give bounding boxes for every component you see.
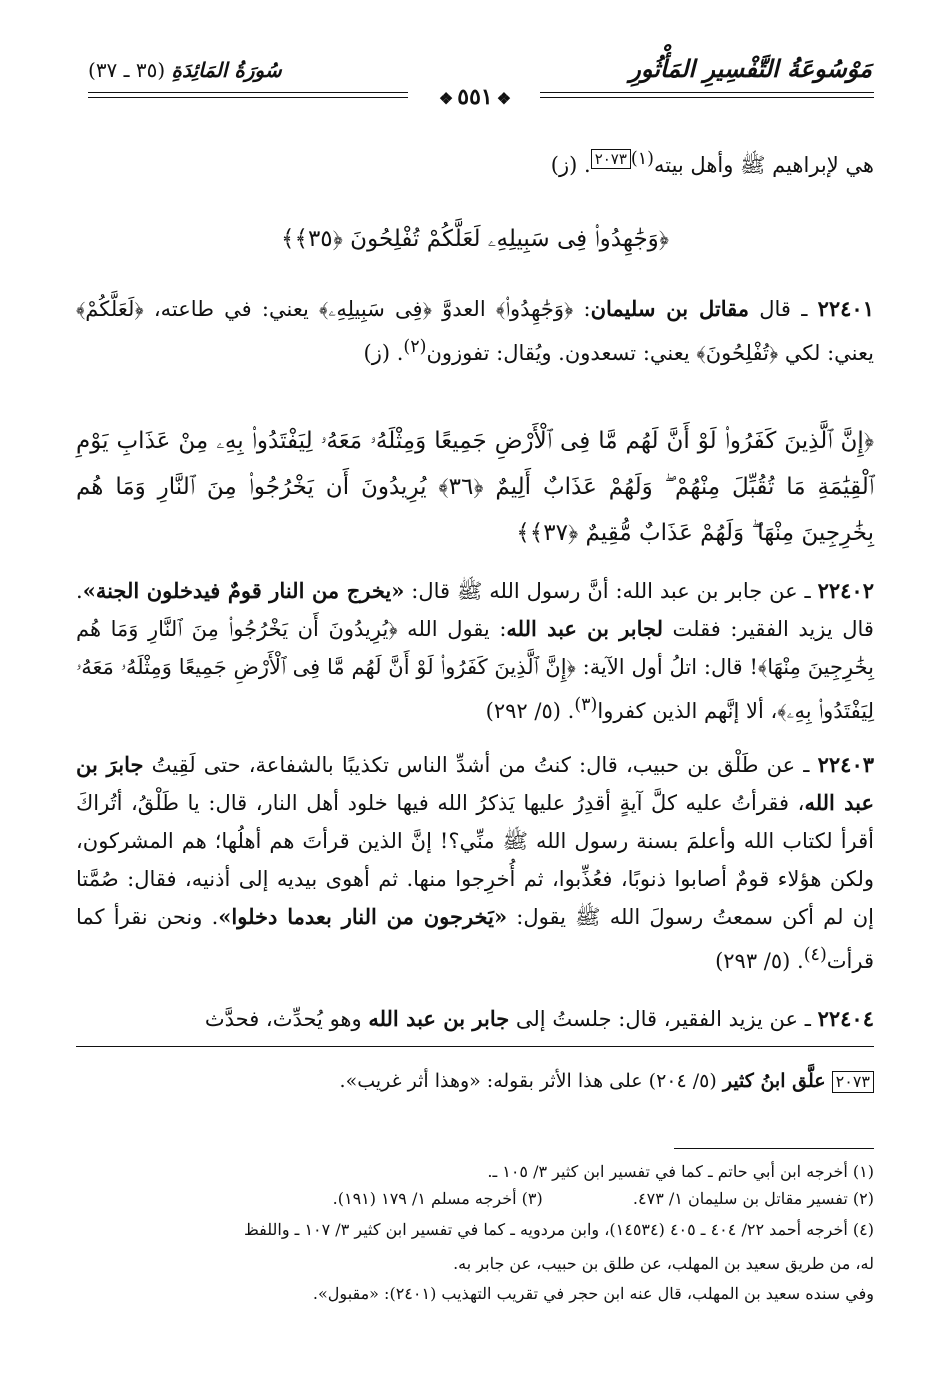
footnote-4-line-1: (٤) أخرجه أحمد ٢٢/ ٤٠٤ ـ ٤٠٥ (١٤٥٣٤)، وابن مردويه ـ كما في تفسير ابن كثير ٣/ ١٠٧ ـ واللفظ — [243, 1220, 874, 1239]
commentary-text: (٥/ ٢٠٤) على هذا الأثر بقوله: «وهذا أثر غريب». — [339, 1070, 723, 1092]
entry-text: : يقول الله ﴿يُرِيدُونَ أَن يَخْرُجُوا۟ مِنَ ٱلنَّارِ وَمَا هُم بِخَٰرِجِينَ مِنْهَا﴾! قال: اتلُ أول الآية: ﴿إِنَّ ٱلَّذِينَ كَفَرُوا۟ لَوْ أَنَّ لَهُم مَّا فِى ٱلْأَرْضِ جَمِيعًا وَمِثْلَهُۥ مَعَهُۥ لِيَفْتَدُوا۟ بِهِۦ﴾، ألا إنَّهم الذين كفروا — [76, 617, 874, 723]
narrator-name: جابرَ بن عبد الله — [76, 752, 874, 815]
ornament-icon: ❖ — [438, 89, 454, 108]
footnote-separator — [674, 1148, 874, 1149]
narrator-name: لجابر بن عبد الله — [506, 616, 663, 641]
header-book-title: مَوْسُوعَةُ التَّفْسِيرِ المَأْثُورِ — [629, 54, 872, 83]
entry-tail: . (٥/ ٢٩٣) — [715, 949, 804, 973]
page-number: ٥٥١ — [457, 84, 493, 110]
entry-text: ـ عن جابر بن عبد الله: أنَّ رسول الله ﷺ قال: — [404, 579, 818, 603]
entry-22404 — [76, 1000, 874, 1038]
entry-source: مقاتل بن سليمان — [590, 296, 750, 321]
entry-text: ـ عن طَلْق بن حبيب، قال: كنتُ من أشدِّ الناس تكذيبًا بالشفاعة، حتى لَقِيتُ — [143, 753, 818, 777]
footnote-3: (٣) أخرجه مسلم ١/ ١٧٩ (١٩١). — [332, 1189, 543, 1208]
entry-number: ٢٢٤٠٢ — [817, 578, 874, 603]
intro-footnote-mark: (١) — [630, 149, 654, 169]
commentary-ref: ٢٠٧٣ — [832, 1071, 874, 1093]
entry-number: ٢٢٤٠١ — [817, 296, 874, 321]
entry-text: ـ قال — [749, 297, 818, 321]
entry-text: وهو يُحدِّث، فحدَّث — [204, 1007, 369, 1031]
commentary-lead: علَّق ابنُ كثير — [722, 1070, 826, 1092]
entry-text: ـ عن يزيد الفقير، قال: جلستُ إلى — [509, 1007, 818, 1031]
entry-text: : ﴿وَجَٰهِدُوا۟﴾ العدوَّ ﴿فِى سَبِيلِهِۦ﴾ يعني: في طاعته، ﴿لَعَلَّكُمْ﴾ يعني: لكي ﴿تُفْلِحُونَ﴾ يعني: تسعدون. ويُقال: تفوزون — [76, 297, 874, 365]
header-surah — [88, 58, 388, 82]
intro-text: هي لإبراهيم ﷺ وأهل بيته — [653, 153, 874, 177]
footnote-2: (٢) تفسير مقاتل بن سليمان ١/ ٤٧٣. — [632, 1189, 874, 1208]
entry-tail: . (ز) — [363, 341, 404, 365]
intro-line — [76, 140, 874, 184]
entry-22403 — [76, 746, 874, 980]
commentary-note — [76, 1062, 874, 1100]
hadith-text: «يَخرجون من النار بعدما دخلوا» — [218, 904, 508, 929]
entry-22402 — [76, 572, 874, 730]
footnote-mark: (٤) — [803, 945, 827, 965]
verse-36-37: ﴿إِنَّ ٱلَّذِينَ كَفَرُوا۟ لَوْ أَنَّ لَهُم مَّا فِى ٱلْأَرْضِ جَمِيعًا وَمِثْلَهُۥ مَعَهُۥ لِيَفْتَدُوا۟ بِهِۦ مِنْ عَذَابِ يَوْمِ ٱلْقِيَٰمَةِ مَا تُقُبِّلَ مِنْهُمْ ۖ وَلَهُمْ عَذَابٌ أَلِيمٌ ﴿٣٦﴾ يُرِيدُونَ أَن يَخْرُجُوا۟ مِنَ ٱلنَّارِ وَمَا هُم بِخَٰرِجِينَ مِنْهَا ۖ وَلَهُمْ عَذَابٌ مُّقِيمٌ ﴿٣٧﴾﴾ — [76, 428, 874, 546]
footnote-4-line-2: له، من طريق سعيد بن المهلب، عن طلق بن حبيب، عن جابر به. — [453, 1254, 874, 1273]
entry-text: . قال يزيد الفقير: فقلت — [76, 579, 874, 641]
footnote-1: (١) أخرجه ابن أبي حاتم ـ كما في تفسير ابن كثير ٣/ ١٠٥ ـ. — [487, 1162, 874, 1181]
ornament-icon: ❖ — [496, 89, 512, 108]
footnote-4-line-3: وفي سنده سعيد بن المهلب، قال عنه ابن حجر في تقريب التهذيب (٢٤٠١): «مقبول». — [312, 1284, 874, 1303]
narrator-name: جابر بن عبد الله — [368, 1006, 510, 1031]
entry-text: ، فقرأتُ عليه كلَّ آيةٍ أقدِرُ عليها يَذكرُ الله فيها خلود أهل النار، قال: يا طَلْقُ، أتُراكَ أقرأ لكتاب الله وأعلمَ بسنة رسول الله ﷺ منِّي؟! إنَّ الذين قرأتَ هم أهلُها؛ هم المشركون، ولكن هؤلاء قومٌ أصابوا ذنوبًا، فعُذِّبوا، ثم أُخرِجوا منها. ثم أهوى بيديه إلى أذنيه، فقال: صُمَّتا إن لم أكن سمعتُ رسولَ الله ﷺ يقول: — [76, 791, 874, 929]
hadith-text: «يخرج من النار قومٌ فيدخلون الجنة» — [82, 578, 405, 603]
entry-number: ٢٢٤٠٣ — [817, 752, 875, 777]
header-page-number-wrap — [0, 84, 950, 110]
footnote-mark: (٣) — [574, 695, 598, 715]
entry-22401 — [76, 290, 874, 372]
header-surah-name: سُورَةُ المَائِدَةِ — [171, 58, 282, 82]
intro-commentary-ref: ٢٠٧٣ — [591, 149, 631, 169]
commentary-separator — [76, 1046, 874, 1047]
entry-text: . ونحن نقرأ كما قرأت — [76, 905, 874, 973]
verse-35: ﴿وَجَٰهِدُوا۟ فِى سَبِيلِهِۦ لَعَلَّكُمْ تُفْلِحُونَ ﴿٣٥﴾﴾ — [281, 226, 669, 252]
intro-tail: . (ز) — [550, 153, 591, 177]
header-ayah-range: (٣٥ ـ ٣٧) — [88, 58, 166, 82]
entry-number: ٢٢٤٠٤ — [817, 1006, 874, 1031]
footnote-mark: (٢) — [403, 337, 427, 357]
entry-tail: . (٥/ ٢٩٢) — [485, 699, 575, 723]
footnote-2-3-row — [76, 1185, 874, 1212]
